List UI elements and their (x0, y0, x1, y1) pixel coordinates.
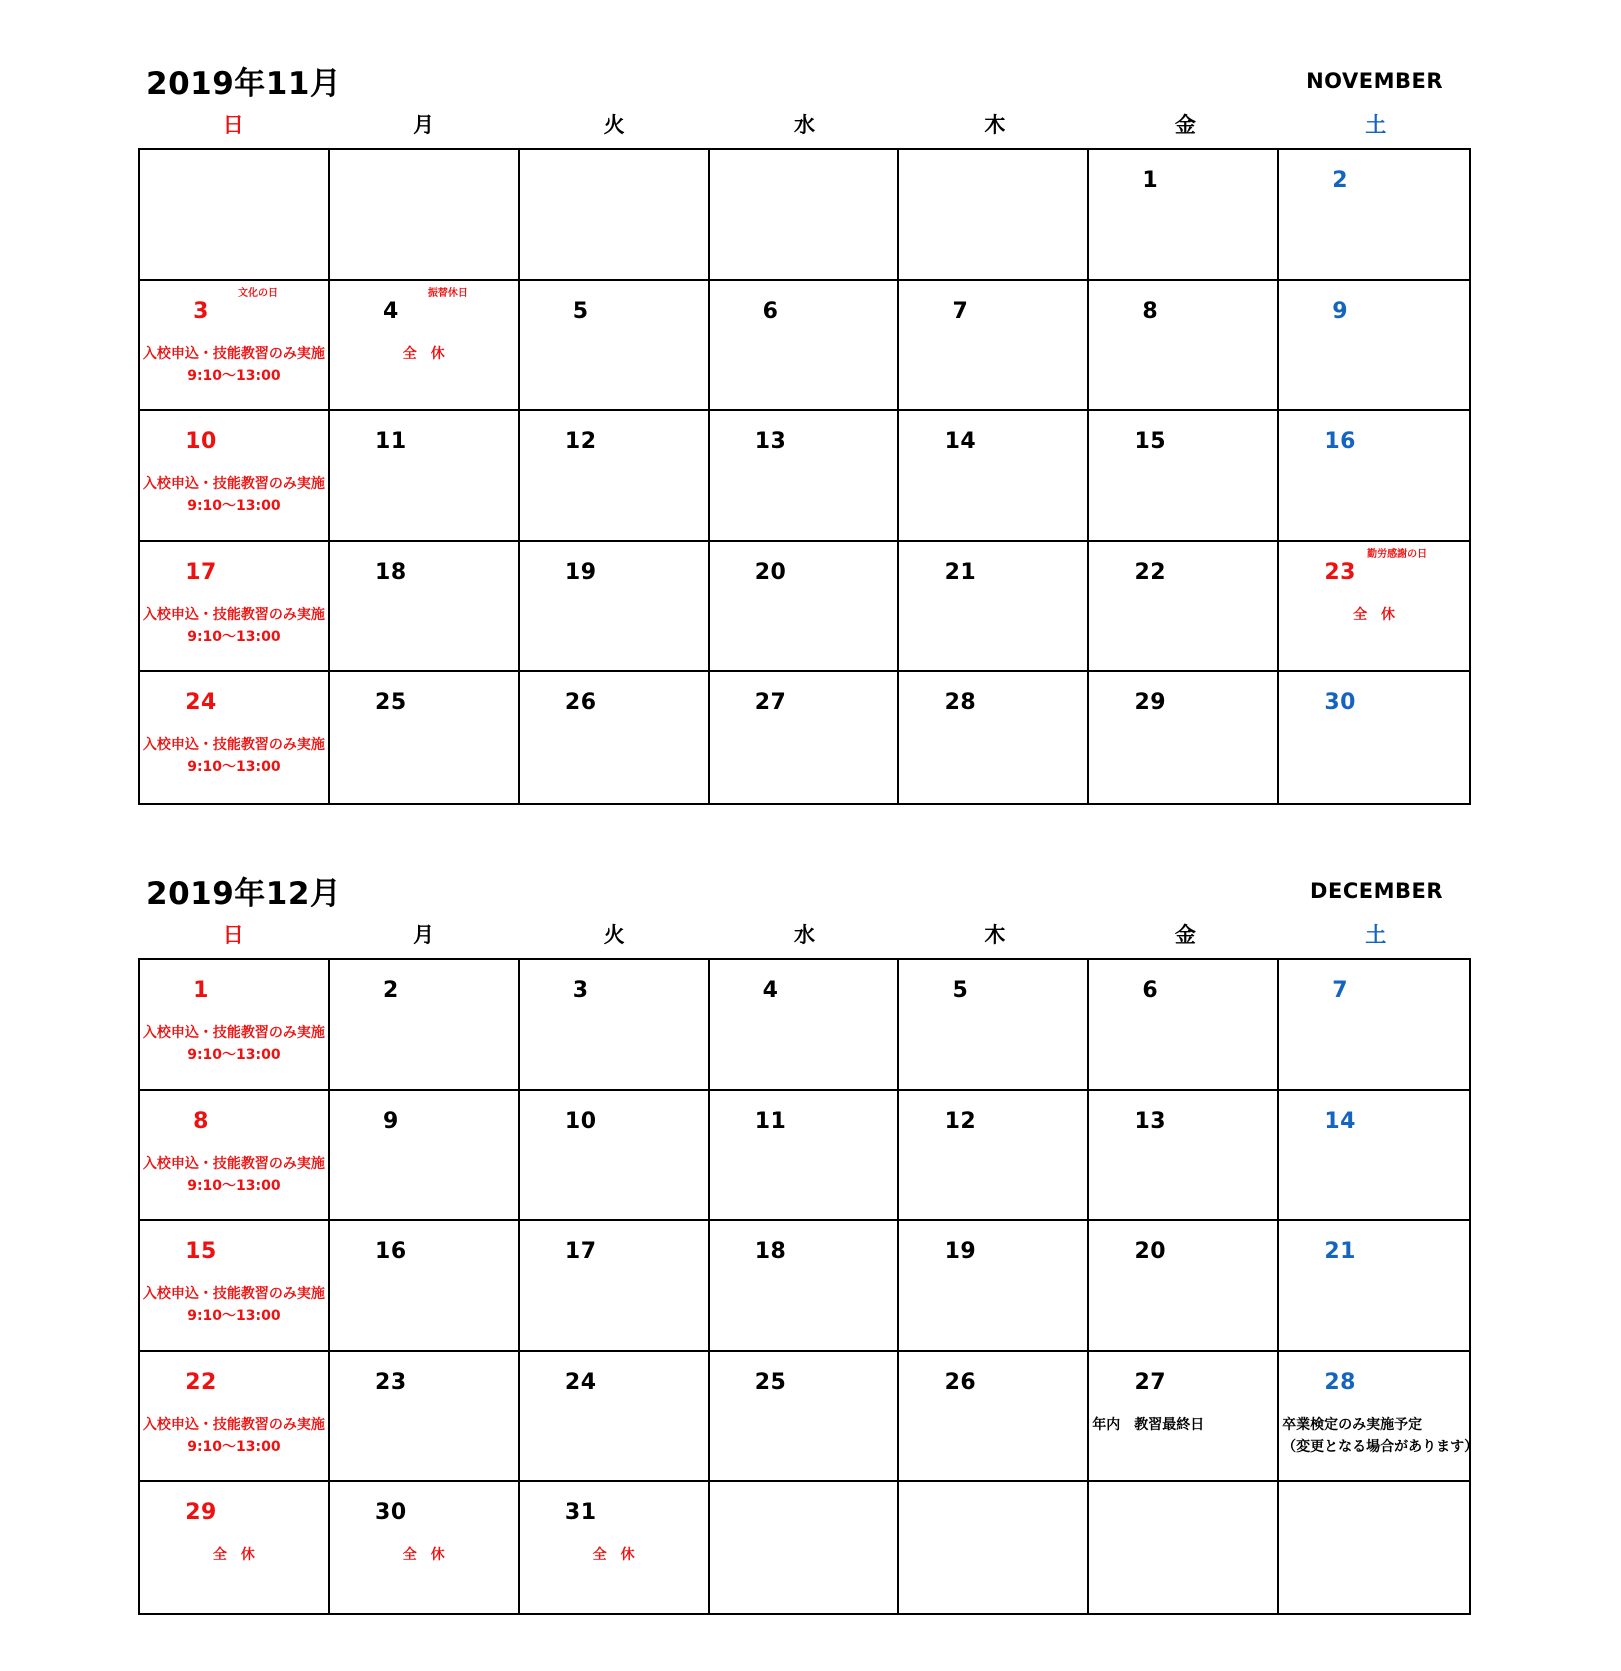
day-note (140, 343, 328, 387)
day-note (330, 1544, 518, 1566)
note-line: 入校申込・技能教習のみ実施 (142, 1025, 325, 1041)
empty-cell (330, 150, 520, 281)
day-cell (520, 1352, 710, 1483)
day-cell (899, 542, 1089, 673)
day-number: 15 (185, 1239, 217, 1265)
day-cell (140, 1352, 330, 1483)
day-number: 1 (193, 978, 209, 1003)
day-cell (710, 1221, 900, 1352)
day-cell (140, 542, 330, 673)
note-line: （変更となる場合があります） (1282, 1438, 1479, 1455)
day-cell (140, 1221, 330, 1352)
day-number: 1 (1142, 168, 1159, 193)
day-cell (520, 960, 710, 1091)
holiday-name: 文化の日 (238, 287, 278, 299)
note-line: 入校申込・技能教習のみ実施 (142, 1286, 325, 1303)
day-number: 6 (762, 298, 779, 324)
day-cell (330, 281, 520, 412)
day-number: 13 (1134, 1108, 1167, 1134)
day-cell (1279, 1352, 1479, 1483)
note-line: 9:10～13:00 (187, 367, 281, 384)
day-cell (899, 1221, 1089, 1352)
day-cell (140, 672, 330, 803)
day-number: 16 (375, 1239, 407, 1265)
note-line: 入校申込・技能教習のみ実施 (142, 345, 325, 362)
day-number: 5 (952, 978, 969, 1003)
day-number: 7 (1332, 978, 1349, 1003)
day-note (330, 343, 518, 365)
day-cell (330, 1221, 520, 1352)
note-line: 9:10～13:00 (187, 1177, 281, 1194)
month-title: 2019年11月 (146, 66, 342, 102)
day-number: 31 (564, 1500, 597, 1526)
day-cell (140, 411, 330, 542)
day-number: 19 (564, 559, 597, 585)
day-number: 15 (1134, 429, 1167, 455)
day-cell (1089, 411, 1279, 542)
day-cell (710, 411, 900, 542)
day-number: 27 (754, 690, 787, 716)
day-number: 25 (375, 690, 407, 716)
day-number: 29 (1134, 690, 1167, 716)
holiday-name: 勤労感謝の日 (1367, 548, 1428, 560)
note-line: 9:10～13:00 (187, 628, 281, 645)
day-number: 7 (952, 298, 969, 324)
weekday-header (138, 920, 1471, 950)
day-note (1089, 1414, 1277, 1436)
weekday-label: 金 (1174, 923, 1196, 947)
day-cell (899, 411, 1089, 542)
day-cell (1279, 281, 1469, 412)
note-line: 全 休 (1353, 606, 1396, 623)
day-note (140, 734, 328, 778)
day-number: 28 (944, 690, 977, 716)
day-number: 11 (754, 1108, 787, 1134)
weekday-label: 月 (413, 923, 435, 947)
day-cell (1089, 542, 1279, 673)
day-cell (330, 960, 520, 1091)
day-number: 30 (375, 1500, 407, 1526)
day-number: 9 (382, 1108, 399, 1134)
empty-cell (710, 1482, 900, 1613)
day-number: 20 (1134, 1239, 1167, 1265)
day-cell (1279, 960, 1469, 1091)
day-number: 19 (944, 1239, 977, 1265)
day-number: 11 (375, 429, 407, 455)
day-cell (899, 960, 1089, 1091)
day-number: 12 (564, 429, 597, 455)
day-number: 6 (1142, 978, 1159, 1003)
day-cell (140, 281, 330, 412)
weekday-label: 土 (1365, 113, 1387, 137)
day-number: 10 (185, 429, 217, 455)
note-line: 9:10～13:00 (187, 498, 281, 515)
weekday-label: 金 (1174, 113, 1196, 137)
note-line: 全 休 (592, 1547, 635, 1564)
day-number: 2 (1332, 168, 1349, 193)
empty-cell (710, 150, 900, 281)
day-cell (520, 1091, 710, 1222)
day-cell (899, 281, 1089, 412)
day-number: 23 (375, 1369, 407, 1395)
note-line: 卒業検定のみ実施予定 (1282, 1416, 1423, 1433)
month-english-name: NOVEMBER (1306, 69, 1443, 93)
day-number: 12 (944, 1108, 977, 1134)
day-cell (520, 1482, 710, 1613)
note-line: 入校申込・技能教習のみ実施 (142, 1416, 325, 1433)
day-note (520, 1544, 708, 1566)
calendar-grid (138, 148, 1471, 805)
day-number: 3 (193, 298, 209, 324)
day-number: 29 (185, 1500, 217, 1526)
holiday-name: 振替休日 (427, 287, 468, 299)
day-cell (330, 672, 520, 803)
day-cell (330, 1482, 520, 1613)
weekday-label: 水 (793, 113, 815, 137)
day-cell (520, 672, 710, 803)
day-number: 21 (944, 559, 977, 585)
note-line: 9:10～13:00 (187, 1308, 281, 1325)
empty-cell (899, 150, 1089, 281)
note-line: 入校申込・技能教習のみ実施 (142, 1155, 325, 1172)
day-cell (1089, 960, 1279, 1091)
day-note (140, 604, 328, 648)
day-number: 13 (754, 429, 787, 455)
weekday-label: 水 (793, 923, 815, 947)
empty-cell (140, 150, 330, 281)
day-number: 24 (564, 1369, 597, 1395)
day-number: 14 (1324, 1108, 1356, 1134)
weekday-label: 木 (984, 923, 1006, 947)
day-number: 21 (1324, 1239, 1356, 1265)
note-line: 全 休 (212, 1547, 255, 1564)
day-number: 3 (572, 978, 589, 1003)
weekday-header (138, 110, 1471, 140)
calendar-grid (138, 958, 1479, 1615)
day-cell (899, 672, 1089, 803)
weekday-label: 日 (222, 113, 244, 137)
day-number: 4 (382, 298, 399, 324)
day-cell (1089, 150, 1279, 281)
day-number: 30 (1324, 690, 1356, 716)
day-cell (1279, 672, 1469, 803)
day-number: 22 (185, 1369, 217, 1395)
note-line: 入校申込・技能教習のみ実施 (142, 737, 325, 754)
day-cell (520, 542, 710, 673)
day-cell (330, 1091, 520, 1222)
day-cell (140, 960, 330, 1091)
day-cell (1089, 1221, 1279, 1352)
weekday-label: 土 (1365, 923, 1387, 947)
day-cell (1279, 1091, 1469, 1222)
day-number: 9 (1332, 298, 1349, 324)
day-number: 17 (185, 559, 217, 585)
day-cell (1279, 411, 1469, 542)
day-note (140, 1022, 328, 1066)
note-line: 入校申込・技能教習のみ実施 (142, 606, 325, 623)
note-line: 9:10～13:00 (187, 1438, 281, 1455)
weekday-label: 日 (222, 923, 244, 947)
day-cell (520, 411, 710, 542)
day-note (140, 1544, 328, 1566)
note-line: 9:10～13:00 (187, 759, 281, 776)
day-number: 27 (1134, 1369, 1167, 1395)
empty-cell (1089, 1482, 1279, 1613)
day-note (140, 1283, 328, 1327)
day-cell (1089, 672, 1279, 803)
day-cell (899, 1352, 1089, 1483)
day-number: 26 (944, 1369, 977, 1395)
day-cell (710, 1352, 900, 1483)
month-title: 2019年12月 (146, 876, 342, 912)
day-number: 18 (375, 559, 407, 585)
note-line: 入校申込・技能教習のみ実施 (142, 476, 325, 493)
weekday-label: 火 (603, 923, 625, 947)
day-number: 18 (754, 1239, 787, 1265)
day-number: 4 (762, 978, 779, 1003)
day-cell (330, 1352, 520, 1483)
weekday-label: 木 (984, 113, 1006, 137)
day-number: 16 (1324, 429, 1356, 455)
day-note (1279, 1414, 1479, 1458)
day-number: 8 (1142, 298, 1159, 324)
day-cell (1279, 542, 1469, 673)
empty-cell (1279, 1482, 1469, 1613)
weekday-label: 月 (413, 113, 435, 137)
note-line: 9:10～13:00 (187, 1047, 281, 1063)
day-note (140, 1414, 328, 1458)
day-cell (710, 960, 900, 1091)
day-cell (140, 1482, 330, 1613)
empty-cell (520, 150, 710, 281)
day-cell (710, 1091, 900, 1222)
day-cell (710, 542, 900, 673)
day-number: 22 (1134, 559, 1167, 585)
day-number: 10 (564, 1108, 597, 1134)
note-line: 全 休 (402, 1547, 445, 1564)
day-number: 5 (572, 298, 589, 324)
day-number: 20 (754, 559, 787, 585)
day-cell (520, 1221, 710, 1352)
day-cell (140, 1091, 330, 1222)
day-cell (1279, 150, 1469, 281)
day-number: 2 (382, 978, 399, 1003)
day-note (1279, 604, 1469, 626)
day-cell (1279, 1221, 1469, 1352)
note-line: 全 休 (402, 345, 445, 362)
day-cell (710, 672, 900, 803)
day-cell (1089, 281, 1279, 412)
day-number: 17 (564, 1239, 597, 1265)
day-cell (1089, 1091, 1279, 1222)
day-number: 24 (185, 690, 217, 716)
day-number: 23 (1324, 559, 1356, 585)
day-number: 8 (193, 1108, 209, 1134)
note-line: 年内 教習最終日 (1092, 1416, 1205, 1433)
empty-cell (899, 1482, 1089, 1613)
day-cell (330, 411, 520, 542)
day-cell (899, 1091, 1089, 1222)
day-cell (710, 281, 900, 412)
day-number: 25 (754, 1369, 787, 1395)
month-english-name: DECEMBER (1310, 879, 1443, 903)
day-number: 26 (564, 690, 597, 716)
day-number: 14 (944, 429, 977, 455)
weekday-label: 火 (603, 113, 625, 137)
day-cell (520, 281, 710, 412)
day-note (140, 473, 328, 517)
day-cell (330, 542, 520, 673)
day-note (140, 1153, 328, 1197)
day-number: 28 (1324, 1369, 1356, 1395)
day-cell (1089, 1352, 1279, 1483)
